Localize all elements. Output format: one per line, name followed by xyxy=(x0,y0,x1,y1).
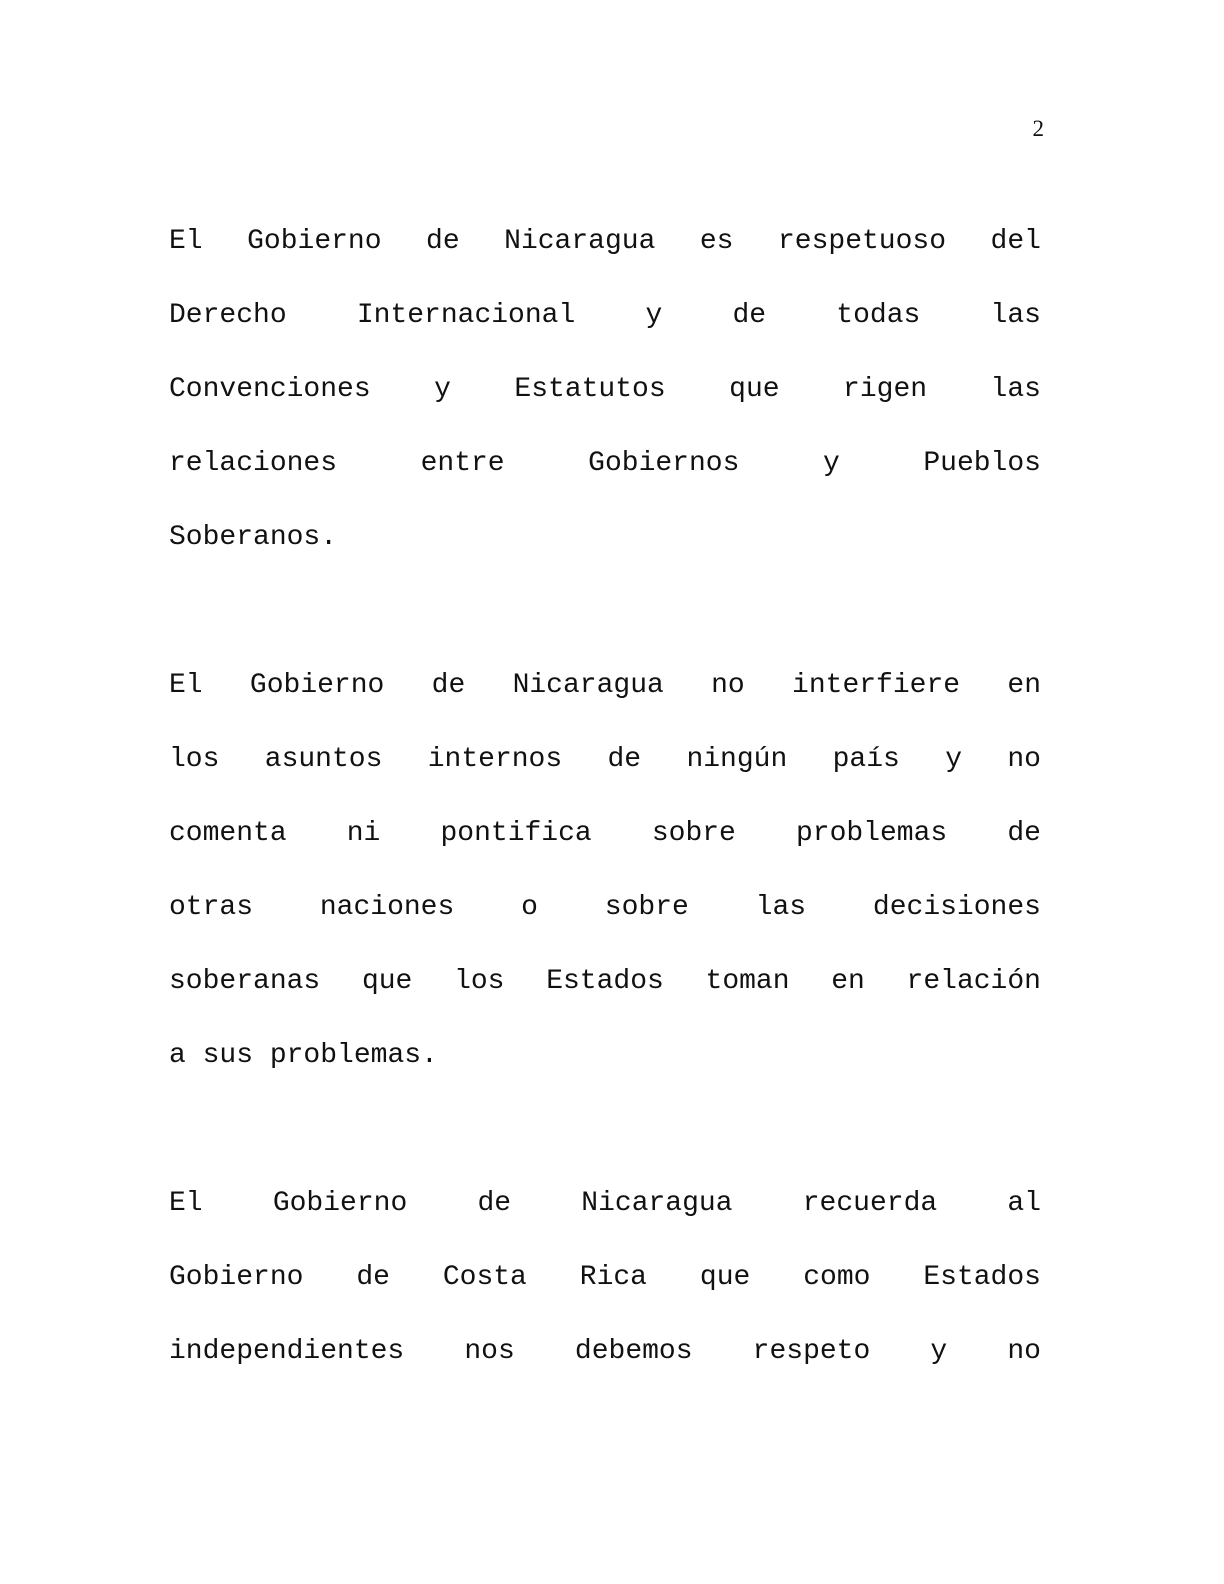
word: de xyxy=(356,1262,390,1293)
word: como xyxy=(803,1262,871,1293)
paragraph-line xyxy=(169,444,1041,518)
word: Internacional xyxy=(356,300,576,331)
word: Nicaragua xyxy=(512,670,664,701)
paragraph-3 xyxy=(169,1184,1041,1406)
word: de xyxy=(477,1188,512,1219)
paragraph-line xyxy=(169,222,1041,296)
word: relación xyxy=(906,966,1041,997)
word: de xyxy=(732,300,767,331)
word: de xyxy=(1007,818,1041,849)
word: y xyxy=(822,448,840,479)
word: o xyxy=(521,892,538,923)
word: y xyxy=(930,1336,948,1367)
word: los xyxy=(454,966,505,997)
word: no xyxy=(1007,744,1041,775)
word: ningún xyxy=(686,744,788,775)
word: Soberanos. xyxy=(169,522,338,553)
word: sobre xyxy=(604,892,689,923)
word: de xyxy=(426,226,460,257)
word: en xyxy=(1007,670,1041,701)
word: las xyxy=(755,892,807,923)
word: a xyxy=(169,1040,203,1071)
paragraph-1 xyxy=(169,222,1041,592)
word: problemas. xyxy=(269,1040,438,1071)
word: sus xyxy=(202,1040,270,1071)
word: nos xyxy=(464,1336,515,1367)
paragraph-line xyxy=(169,296,1041,370)
paragraph-line xyxy=(169,370,1041,444)
word: las xyxy=(990,374,1041,405)
paragraph-line xyxy=(169,1184,1041,1258)
word: rigen xyxy=(843,374,928,405)
word: El xyxy=(169,670,203,701)
word: relaciones xyxy=(169,448,338,479)
word: que xyxy=(361,966,413,997)
word: naciones xyxy=(319,892,455,923)
page-number: 2 xyxy=(1032,116,1044,141)
word: recuerda xyxy=(802,1188,938,1219)
paragraph-line xyxy=(169,1258,1041,1332)
word: que xyxy=(729,374,780,405)
paragraph-line xyxy=(169,1036,1041,1110)
word: Gobiernos xyxy=(588,448,740,479)
word: que xyxy=(699,1262,751,1293)
word: debemos xyxy=(574,1336,693,1367)
paragraph-2 xyxy=(169,666,1041,1110)
paragraph-line xyxy=(169,666,1041,740)
word: no xyxy=(711,670,745,701)
word: Costa xyxy=(442,1262,527,1293)
word: Gobierno xyxy=(272,1188,408,1219)
word: y xyxy=(434,374,451,405)
paragraph-spacer xyxy=(169,1110,1041,1184)
word: Estados xyxy=(923,1262,1041,1293)
word: decisiones xyxy=(872,892,1041,923)
word: de xyxy=(607,744,642,775)
word: internos xyxy=(427,744,563,775)
word: del xyxy=(990,226,1041,257)
document-body xyxy=(169,222,1041,1406)
word: al xyxy=(1007,1188,1041,1219)
word: asuntos xyxy=(264,744,383,775)
word: Gobierno xyxy=(247,226,382,257)
word: interfiere xyxy=(792,670,961,701)
word: entre xyxy=(420,448,505,479)
paragraph-line xyxy=(169,888,1041,962)
word: respeto xyxy=(752,1336,871,1367)
word: respetuoso xyxy=(777,226,947,257)
word: Gobierno xyxy=(249,670,385,701)
paragraph-line xyxy=(169,518,1041,592)
paragraph-spacer xyxy=(169,592,1041,666)
word: no xyxy=(1007,1336,1041,1367)
word: es xyxy=(699,226,734,257)
word: y xyxy=(945,744,962,775)
word: Rica xyxy=(579,1262,647,1293)
word: Estatutos xyxy=(514,374,666,405)
word: los xyxy=(169,744,220,775)
word: todas xyxy=(836,300,921,331)
paragraph-line xyxy=(169,1332,1041,1406)
word: comenta xyxy=(169,818,287,849)
paragraph-line xyxy=(169,814,1041,888)
word: toman xyxy=(705,966,790,997)
word: El xyxy=(169,226,203,257)
word: El xyxy=(169,1188,203,1219)
word: pontifica xyxy=(440,818,592,849)
word: las xyxy=(990,300,1041,331)
word: en xyxy=(831,966,865,997)
word: de xyxy=(431,670,466,701)
word: ni xyxy=(346,818,381,849)
paragraph-line xyxy=(169,962,1041,1036)
word: problemas xyxy=(795,818,948,849)
word: sobre xyxy=(651,818,736,849)
paragraph-line xyxy=(169,740,1041,814)
word: Pueblos xyxy=(923,448,1041,479)
word: soberanas xyxy=(169,966,321,997)
word: Nicaragua xyxy=(504,226,656,257)
word: Derecho xyxy=(169,300,287,331)
word: Convenciones xyxy=(169,374,371,405)
word: Estados xyxy=(546,966,664,997)
word: país xyxy=(832,744,900,775)
word: Nicaragua xyxy=(581,1188,733,1219)
word: independientes xyxy=(169,1336,405,1367)
word: y xyxy=(645,300,663,331)
word: otras xyxy=(169,892,254,923)
word: Gobierno xyxy=(169,1262,304,1293)
